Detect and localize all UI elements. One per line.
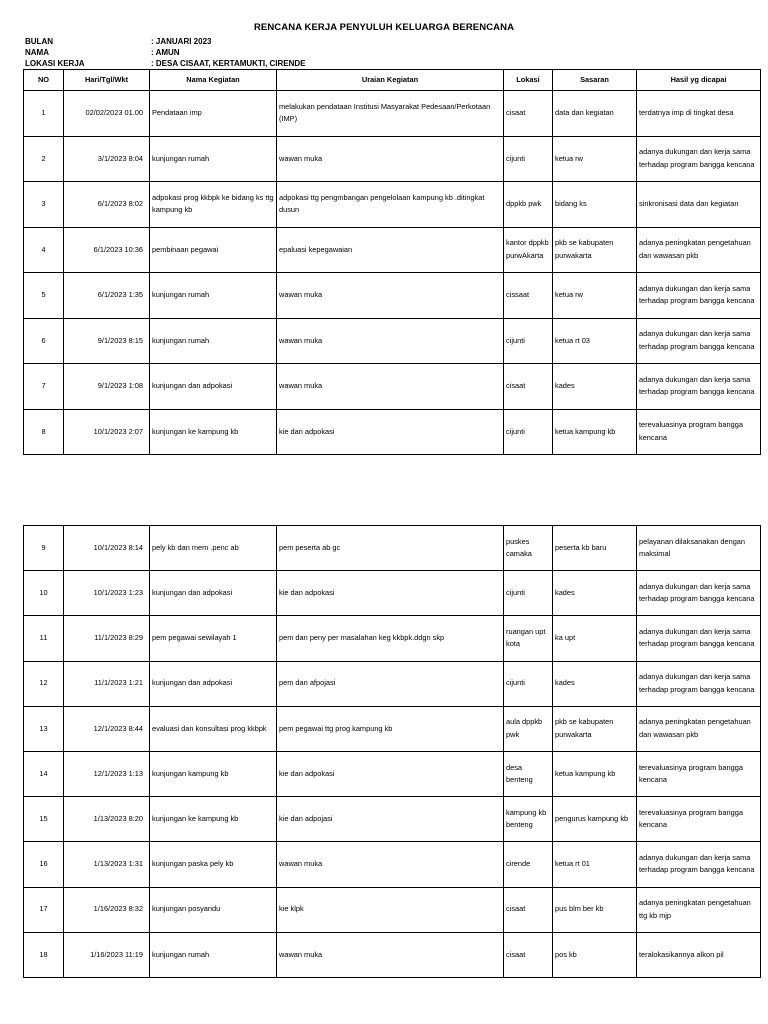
cell-activity-description: pem dan afpojasi [277,661,504,706]
cell-result: terevaluasinya program bangga kencana [637,751,761,796]
cell-location: cisaat [504,364,553,410]
cell-no: 6 [24,318,64,364]
table-row [24,842,761,887]
nama-label: NAMA [25,48,49,57]
table-row [24,91,761,137]
table-row [24,661,761,706]
cell-location: ruangan upt kota [504,616,553,661]
cell-no: 11 [24,616,64,661]
cell-location: cijunti [504,571,553,616]
cell-target: peserta kb baru [553,526,637,571]
cell-activity-name: kunjungan dan adpokasi [150,571,277,616]
table-header-row [24,70,761,91]
table-row [24,318,761,364]
cell-date: 6/1/2023 8:02 [64,182,150,228]
cell-activity-description: kie dan adpokasi [277,751,504,796]
cell-activity-name: kunjungan rumah [150,318,277,364]
cell-activity-description: melakukan pendataan Institusi Masyarakat Pedesaan/Perkotaan (IMP) [277,91,504,137]
cell-location: cijunti [504,318,553,364]
cell-activity-name: kunjungan kampung kb [150,751,277,796]
cell-result: adanya dukungan dan kerja sama terhadap program bangga kencana [637,318,761,364]
table-row [24,706,761,751]
cell-target: kades [553,364,637,410]
cell-activity-name: kunjungan dan adpokasi [150,364,277,410]
cell-location: cijunti [504,136,553,182]
cell-activity-name: adpokasi prog kkbpk ke bidang ks ttg kampung kb [150,182,277,228]
cell-activity-name: kunjungan rumah [150,136,277,182]
cell-date: 11/1/2023 1:21 [64,661,150,706]
cell-target: ketua rw [553,136,637,182]
cell-result: adanya dukungan dan kerja sama terhadap program bangga kencana [637,616,761,661]
cell-activity-description: kie dan adpojasi [277,797,504,842]
cell-no: 5 [24,273,64,319]
cell-target: bidang ks [553,182,637,228]
cell-no: 4 [24,227,64,273]
cell-date: 11/1/2023 8:29 [64,616,150,661]
cell-result: teralokasikannya alkon pil [637,932,761,977]
cell-activity-name: kunjungan rumah [150,273,277,319]
cell-target: kades [553,571,637,616]
cell-location: cisaat [504,887,553,932]
table-body-page-1 [24,91,761,455]
cell-target: pengurus kampung kb [553,797,637,842]
cell-result: adanya dukungan dan kerja sama terhadap program bangga kencana [637,136,761,182]
table-row [24,932,761,977]
document-title: RENCANA KERJA PENYULUH KELUARGA BERENCANA [253,22,515,33]
cell-target: pkb se kabupaten purwakarta [553,227,637,273]
cell-date: 1/13/2023 8:20 [64,797,150,842]
cell-result: terdatnya imp di tingkat desa [637,91,761,137]
cell-no: 9 [24,526,64,571]
cell-location: puskes camaka [504,526,553,571]
cell-result: adanya peningkatan pengetahuan dan wawasan pkb [637,227,761,273]
cell-no: 18 [24,932,64,977]
meta-nama [25,47,180,58]
cell-no: 12 [24,661,64,706]
cell-no: 13 [24,706,64,751]
table-row [24,273,761,319]
cell-activity-description: pem peserta ab gc [277,526,504,571]
cell-date: 10/1/2023 2:07 [64,409,150,455]
cell-location: kampung kb benteng [504,797,553,842]
cell-activity-name: evaluasi dan konsultasi prog kkbpk [150,706,277,751]
cell-activity-description: pem pegawai ttg prog kampung kb [277,706,504,751]
cell-no: 15 [24,797,64,842]
cell-location: dppkb pwk [504,182,553,228]
header-date: Hari/Tgl/Wkt [64,70,150,91]
cell-activity-description: adpokasi ttg pengmbangan pengelolaan kampung kb .ditingkat dusun [277,182,504,228]
cell-activity-name: pembinaan pegawai [150,227,277,273]
cell-result: adanya dukungan dan kerja sama terhadap program bangga kencana [637,364,761,410]
cell-result: terevaluasinya program bangga kencana [637,409,761,455]
cell-activity-name: kunjungan dan adpokasi [150,661,277,706]
table-row [24,136,761,182]
cell-location: desa benteng [504,751,553,796]
cell-result: terevaluasinya program bangga kencana [637,797,761,842]
cell-location: cijunti [504,661,553,706]
cell-date: 9/1/2023 1:08 [64,364,150,410]
table-row [24,227,761,273]
cell-date: 12/1/2023 8:44 [64,706,150,751]
cell-activity-description: wawan muka [277,842,504,887]
lokasi-label: LOKASI KERJA [25,59,85,68]
meta-lokasi [25,58,306,69]
cell-activity-description: pem dan peny per masalahan keg kkbpk.ddgn skp [277,616,504,661]
cell-target: ketua kampung kb [553,409,637,455]
cell-result: pelayanan dilaksanakan dengan maksimal [637,526,761,571]
meta-bulan [25,36,211,47]
cell-result: adanya dukungan dan kerja sama terhadap program bangga kencana [637,273,761,319]
cell-target: ka upt [553,616,637,661]
cell-no: 1 [24,91,64,137]
header-location: Lokasi [504,70,553,91]
cell-target: pus blm ber kb [553,887,637,932]
cell-date: 6/1/2023 1:35 [64,273,150,319]
cell-date: 6/1/2023 10:36 [64,227,150,273]
activity-table-page-2 [23,525,761,978]
nama-value: : AMUN [151,48,180,57]
cell-result: adanya dukungan dan kerja sama terhadap program bangga kencana [637,842,761,887]
lokasi-value: : DESA CISAAT, KERTAMUKTI, CIRENDE [151,59,306,68]
bulan-value: : JANUARI 2023 [151,37,212,46]
cell-location: cissaat [504,273,553,319]
cell-date: 02/02/2023 01.00 [64,91,150,137]
cell-no: 17 [24,887,64,932]
cell-no: 8 [24,409,64,455]
cell-activity-name: pem pegawai sewilayah 1 [150,616,277,661]
cell-date: 10/1/2023 8:14 [64,526,150,571]
cell-activity-description: wawan muka [277,364,504,410]
cell-activity-description: wawan muka [277,932,504,977]
cell-no: 3 [24,182,64,228]
cell-target: kades [553,661,637,706]
header-result: Hasil yg dicapai [637,70,761,91]
cell-activity-name: kunjungan paska pely kb [150,842,277,887]
cell-no: 14 [24,751,64,796]
table-row [24,571,761,616]
cell-date: 12/1/2023 1:13 [64,751,150,796]
cell-activity-description: wawan muka [277,136,504,182]
cell-activity-name: kunjungan ke kampung kb [150,409,277,455]
cell-target: ketua rt 03 [553,318,637,364]
header-no: NO [24,70,64,91]
cell-no: 16 [24,842,64,887]
table-body-page-2 [24,526,761,978]
cell-activity-description: kie dan adpokasi [277,571,504,616]
table-row [24,364,761,410]
cell-activity-name: kunjungan posyandu [150,887,277,932]
cell-target: ketua rt 01 [553,842,637,887]
cell-location: cisaat [504,91,553,137]
table-row [24,887,761,932]
cell-activity-name: kunjungan ke kampung kb [150,797,277,842]
cell-no: 10 [24,571,64,616]
cell-date: 1/13/2023 1:31 [64,842,150,887]
cell-location: cirende [504,842,553,887]
cell-activity-description: kie klpk [277,887,504,932]
table-row [24,409,761,455]
cell-result: sinkronisasi data dan kegiatan [637,182,761,228]
cell-activity-description: epaluasi kepegawaian [277,227,504,273]
table-row [24,797,761,842]
cell-no: 7 [24,364,64,410]
table-row [24,616,761,661]
cell-location: cijunti [504,409,553,455]
cell-location: aula dppkb pwk [504,706,553,751]
cell-result: adanya dukungan dan kerja sama terhadap program bangga kencana [637,661,761,706]
cell-target: pkb se kabupaten purwakarta [553,706,637,751]
cell-activity-name: Pendataan imp [150,91,277,137]
cell-target: ketua rw [553,273,637,319]
table-row [24,182,761,228]
cell-result: adanya peningkatan pengetahuan dan wawasan pkb [637,706,761,751]
table-row [24,751,761,796]
header-target: Sasaran [553,70,637,91]
table-row [24,526,761,571]
cell-location: cisaat [504,932,553,977]
cell-activity-description: wawan muka [277,273,504,319]
cell-target: pos kb [553,932,637,977]
cell-date: 10/1/2023 1:23 [64,571,150,616]
cell-date: 9/1/2023 8:15 [64,318,150,364]
cell-result: adanya peningkatan pengetahuan ttg kb mjp [637,887,761,932]
cell-date: 1/16/2023 11:19 [64,932,150,977]
cell-activity-name: pely kb dan mem .penc ab [150,526,277,571]
cell-target: ketua kampung kb [553,751,637,796]
activity-table-page-1 [23,69,761,455]
cell-activity-name: kunjungan rumah [150,932,277,977]
cell-target: data dan kegiatan [553,91,637,137]
header-activity-name: Nama Kegiatan [150,70,277,91]
cell-no: 2 [24,136,64,182]
bulan-label: BULAN [25,37,53,46]
header-activity-description: Uraian Kegiatan [277,70,504,91]
cell-activity-description: kie dan adpokasi [277,409,504,455]
cell-date: 1/16/2023 8:32 [64,887,150,932]
cell-activity-description: wawan muka [277,318,504,364]
cell-location: kantor dppkb purwAkarta [504,227,553,273]
cell-result: adanya dukungan dan kerja sama terhadap program bangga kencana [637,571,761,616]
cell-date: 3/1/2023 8:04 [64,136,150,182]
